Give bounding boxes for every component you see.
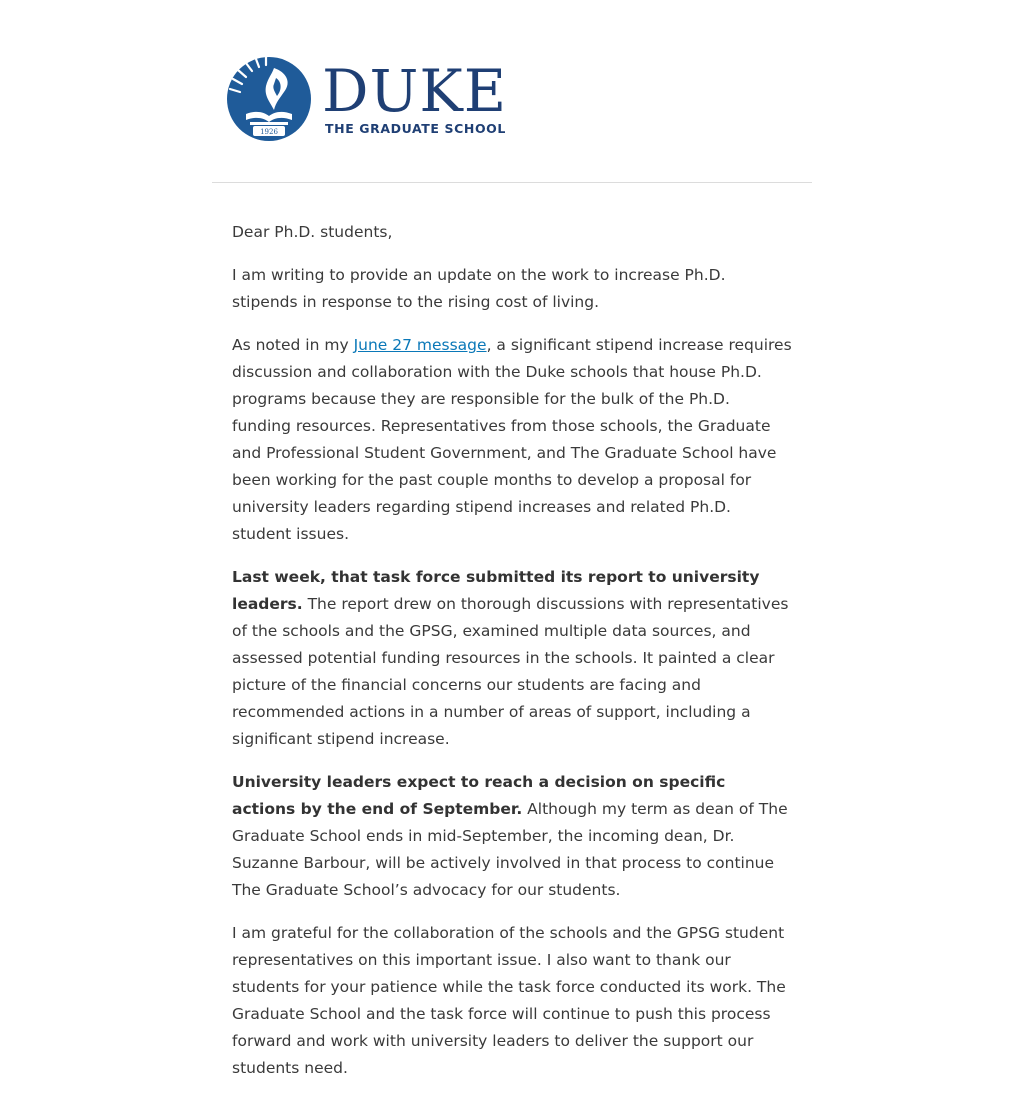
paragraph-3-lead: Last week, that task force submitted its report to university leaders. bbox=[232, 568, 760, 613]
paragraph-5: I am grateful for the collaboration of the schools and the GPSG student representatives on this important issue. I also want to thank our students for your patience while the task force conducted its work. The Graduate School and the task force will continue to push this process forward and work with university leaders to deliver the support our students need. bbox=[232, 924, 786, 1077]
wordmark bbox=[322, 56, 508, 136]
wordmark-duke: DUKE bbox=[322, 56, 508, 125]
paragraph-2-body: , a significant stipend increase requires discussion and collaboration with the Duke schools that house Ph.D. programs because they are responsible for the bulk of the Ph.D. funding resources. Representatives from those schools, the Graduate and Professional Student Government, and The Graduate School have been working for the past couple months to develop a proposal for university leaders regarding stipend increases and related Ph.D. student issues. bbox=[232, 336, 792, 543]
duke-seal-icon bbox=[226, 56, 312, 142]
letter-body bbox=[212, 183, 812, 1082]
seal-year-text: 1926 bbox=[260, 128, 278, 136]
greeting: Dear Ph.D. students, bbox=[232, 223, 393, 241]
paragraph-4-body: Although my term as dean of The Graduate School ends in mid-September, the incoming dean, Dr. Suzanne Barbour, will be actively involved in that process to continue The Graduate School’s advocacy for our students. bbox=[232, 800, 788, 899]
june-27-message-link[interactable]: June 27 message bbox=[353, 336, 487, 354]
paragraph-2-intro: As noted in my bbox=[232, 336, 354, 354]
paragraph-4 bbox=[232, 769, 792, 904]
duke-graduate-school-logo[interactable] bbox=[226, 56, 507, 142]
email-container bbox=[212, 0, 812, 1098]
paragraph-3 bbox=[232, 564, 792, 753]
paragraph-3-body: The report drew on thorough discussions with representatives of the schools and the GPSG, examined multiple data sources, and assessed potential funding resources in the schools. It painted a clear picture of the financial concerns our students are facing and recommended actions in a number of areas of support, including a significant stipend increase. bbox=[232, 595, 789, 748]
paragraph-1: I am writing to provide an update on the work to increase Ph.D. stipends in response to the rising cost of living. bbox=[232, 266, 726, 311]
wordmark-subtitle: THE GRADUATE SCHOOL bbox=[325, 120, 506, 136]
paragraph-2 bbox=[232, 332, 792, 548]
email-header bbox=[212, 0, 812, 183]
paragraph-4-lead: University leaders expect to reach a decision on specific actions by the end of September. bbox=[232, 773, 726, 818]
